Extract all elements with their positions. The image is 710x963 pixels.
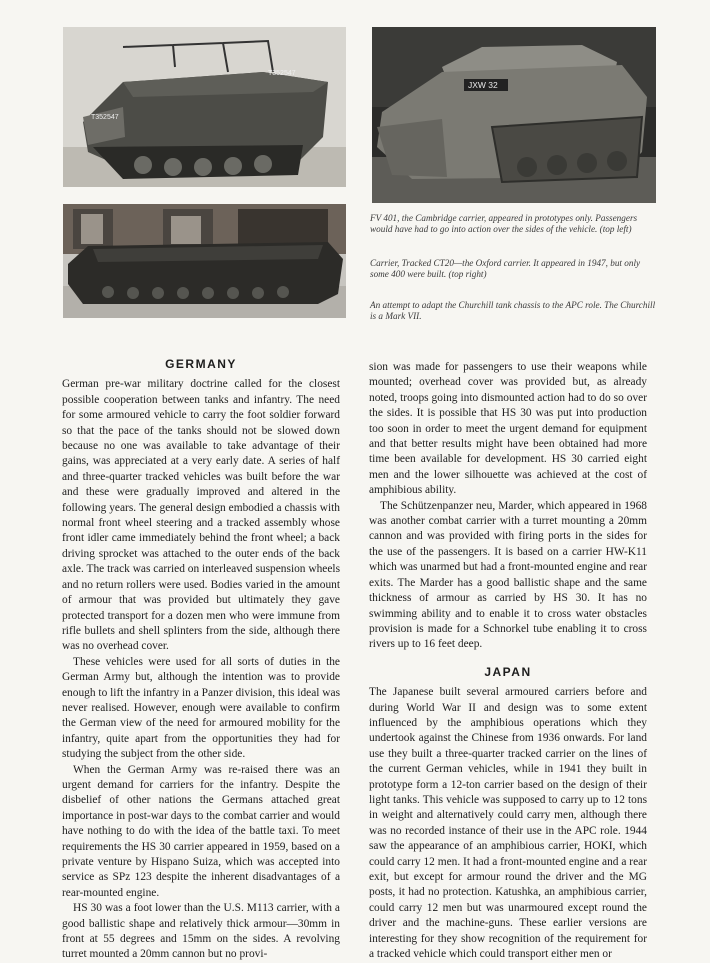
fv401-number-side: T352547: [268, 70, 296, 77]
left-column: [62, 357, 340, 963]
oxford-carrier-photo: [372, 27, 656, 203]
fv401-carrier-photo: [63, 27, 346, 187]
paragraph: The Schützenpanzer neu, Marder, which appeared in 1968 was another combat carrier with a turret mounting a 20mm cannon and was provided with firing ports in the sides for the use of the passengers. It is based on a carrier HW-K11 which was unarmed but had a front-mounted engine and rear exits. The Marder has a good ballistic shape and the same thickness of armour as carried by HS 30. It has no swimming ability and to enable it to cross water obstacles provision is made for a Schnorkel tube enabling it to cross rivers up to 16 feet deep.: [369, 499, 647, 651]
heading-japan: JAPAN: [484, 664, 532, 679]
fv401-number-front: T352547: [91, 114, 119, 121]
paragraph: German pre-war military doctrine called for the closest possible cooperation between tanks and infantry. The need for some armoured vehicle to carry the foot soldier forward so that the pace of the tanks should not be slowed down because no one was available to take advantage of their gains, was appreciated at a very early date. A series of half and three-quarter tracked vehicles was built before the war and these were gradually improved and altered in the following years. The general design embodied a chassis with normal front wheel steering and a tracked assembly whose front idler came immediately behind the front wheel; a back driving sprocket was attached to the outer ends of the back axle. The track was carried on interleaved suspension wheels and no return rollers were used. Bodies varied in the amount of armour that was provided but ultimately they gave protected transport for a dozen men who were immune from rifle bullets and shell splinters from the side, although there was no overhead cover.: [62, 378, 340, 653]
right-column: [369, 360, 647, 962]
churchill-apc-photo: [63, 204, 346, 318]
paragraph: HS 30 was a foot lower than the U.S. M113 carrier, with a good ballistic shape and relatively thick armour—30mm in front at 55 degrees and 15mm on the sides. A revolving turret mounted a 20mm cannon but no provi-: [62, 902, 340, 961]
paragraph: The Japanese built several armoured carriers before and during World War II and design was to some extent influenced by the amphibious operations which they undertook against the Chinese from 1936 onwards. For land use they built a three-quarter tracked carrier on the lines of the current German vehicles, while in 1941 they built in prototype form a 12-ton carrier based on the design of their light tanks. This vehicle was supposed to carry up to 12 tons in weight and alternatively could carry men, although there was no recorded instance of their use in the APC role. 1944 saw the appearance of an amphibious carrier, HOKI, which could carry 12 men. It had a front-mounted engine and a rear exit, but except for armour round the driver and the MG posts, it had no protection. Katushka, an amphibious carrier, could carry 12 men but was unarmoured except round the driver and the machine-guns. These earlier versions are interesting for they show recognition of the requirement for a tracked vehicle which could transport either men or: [369, 686, 647, 961]
heading-germany: GERMANY: [165, 357, 237, 371]
paragraph: These vehicles were used for all sorts of duties in the German Army but, although the intention was to provide enough to lift the infantry in a Panzer division, this ideal was never realised. However, enough were available to confirm the German view of the need for armoured mobility for the infantry, quite apart from the opportunities they had for studying the subject from the other side.: [62, 655, 340, 761]
paragraph: sion was made for passengers to use their weapons while mounted; overhead cover was provided but, as already noted, troops going into dismounted action had to do so over the sides. It is possible that HS 30 was put into production too soon in order to meet the urgent demand for equipment and that better results might have been obtained had more time been available for development. HS 30 carried eight men and the lower silhouette was achieved at the cost of amphibious ability.: [369, 361, 647, 497]
caption-churchill: An attempt to adapt the Churchill tank chassis to the APC role. The Churchill is a Mark VII.: [370, 300, 656, 321]
caption-oxford: Carrier, Tracked CT20—the Oxford carrier. It appeared in 1947, but only some 400 were built. (top right): [370, 258, 641, 279]
oxford-plate: JXW 32: [468, 80, 498, 90]
caption-fv401: FV 401, the Cambridge carrier, appeared in prototypes only. Passengers would have had to go into action over the sides of the vehicle. (top left): [370, 213, 638, 234]
paragraph: When the German Army was re-raised there was an urgent demand for carriers for the infantry. Despite the disbelief of other nations the Germans attached great importance in post-war days to the combat carrier and would have nothing to do with the idea of the battle taxi. To meet requirements the HS 30 carrier appeared in 1959, based on a private venture by Hispano Suiza, which was accepted into service as SPz 123 despite the inherent disadvantages of a rear-mounted engine.: [62, 763, 340, 899]
